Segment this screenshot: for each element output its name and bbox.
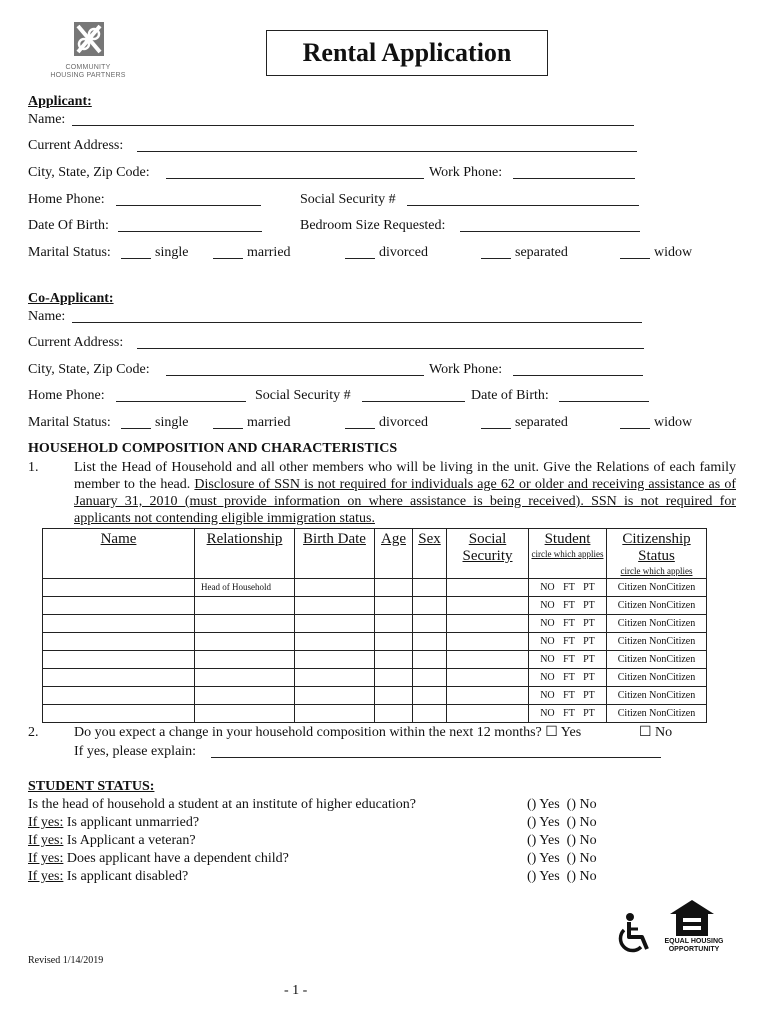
coapplicant-city-field[interactable]	[166, 362, 424, 376]
name-cell[interactable]	[43, 579, 195, 597]
coapplicant-ssn-field[interactable]	[362, 388, 465, 402]
student-cell[interactable]: NO FT PT	[529, 687, 607, 705]
student-cell[interactable]: NO FT PT	[529, 579, 607, 597]
coapplicant-home-phone-field[interactable]	[116, 388, 246, 402]
age-cell[interactable]	[375, 651, 413, 669]
relationship-cell[interactable]	[195, 687, 295, 705]
age-cell[interactable]	[375, 633, 413, 651]
sex-cell[interactable]	[413, 579, 447, 597]
birth-date-cell[interactable]	[295, 669, 375, 687]
age-cell[interactable]	[375, 615, 413, 633]
applicant-work-phone-label: Work Phone:	[429, 165, 503, 180]
col-social-security: Social Security	[447, 529, 529, 579]
table-row	[43, 633, 707, 651]
student-cell[interactable]: NO FT PT	[529, 651, 607, 669]
coapplicant-divorced-blank[interactable]	[345, 415, 375, 429]
coapplicant-address-field[interactable]	[137, 335, 644, 349]
birth-date-cell[interactable]	[295, 651, 375, 669]
coapplicant-widow-label: widow	[654, 415, 693, 430]
applicant-separated-blank[interactable]	[481, 245, 511, 259]
table-row	[43, 597, 707, 615]
age-cell[interactable]	[375, 597, 413, 615]
coapplicant-work-phone-label: Work Phone:	[429, 362, 503, 377]
student-question-text: Is Applicant a veteran?	[63, 833, 196, 848]
item2-explain-field[interactable]	[211, 744, 661, 758]
citizenship-note: circle which applies	[620, 566, 693, 576]
applicant-widow-label: widow	[654, 245, 693, 260]
applicant-marital-label: Marital Status:	[28, 245, 111, 260]
age-cell[interactable]	[375, 579, 413, 597]
student-question-prefix: If yes:	[28, 833, 64, 848]
applicant-work-phone-field[interactable]	[513, 165, 635, 179]
student-question	[28, 851, 289, 867]
equal-housing-text: EQUAL HOUSING OPPORTUNITY	[664, 938, 724, 953]
coapplicant-marital-label: Marital Status:	[28, 415, 111, 430]
table-row	[43, 651, 707, 669]
citizenship-cell[interactable]: Citizen NonCitizen	[607, 705, 707, 723]
sex-cell[interactable]	[413, 651, 447, 669]
student-question-text: Does applicant have a dependent child?	[63, 851, 289, 866]
student-question-text: Is the head of household a student at an institute of higher education?	[28, 797, 417, 812]
applicant-dob-label: Date Of Birth:	[28, 218, 109, 233]
sex-cell[interactable]	[413, 705, 447, 723]
table-row	[43, 669, 707, 687]
relationship-cell[interactable]	[195, 597, 295, 615]
coapplicant-address-label: Current Address:	[28, 335, 124, 350]
student-question-prefix: If yes:	[28, 815, 64, 830]
sex-cell[interactable]	[413, 633, 447, 651]
item2-explain-label: If yes, please explain:	[74, 744, 197, 759]
student-note: circle which applies	[531, 549, 604, 559]
name-cell[interactable]	[43, 669, 195, 687]
col-citizenship	[607, 529, 707, 579]
student-cell[interactable]: NO FT PT	[529, 633, 607, 651]
name-cell[interactable]	[43, 687, 195, 705]
sex-cell[interactable]	[413, 615, 447, 633]
applicant-city-field[interactable]	[166, 165, 424, 179]
sex-cell[interactable]	[413, 687, 447, 705]
col-sex: Sex	[413, 529, 447, 579]
applicant-name-label: Name:	[28, 112, 66, 127]
table-row	[43, 615, 707, 633]
revised-date: Revised 1/14/2019	[28, 955, 104, 966]
citizenship-cell[interactable]: Citizen NonCitizen	[607, 579, 707, 597]
coapplicant-ssn-label: Social Security #	[255, 388, 351, 403]
table-row	[43, 687, 707, 705]
applicant-ssn-label: Social Security #	[300, 192, 396, 207]
ssn-cell[interactable]	[447, 597, 529, 615]
relationship-cell[interactable]	[195, 651, 295, 669]
table-row	[43, 705, 707, 723]
relationship-cell[interactable]	[195, 633, 295, 651]
item1-number: 1.	[28, 460, 39, 475]
ssn-cell[interactable]	[447, 579, 529, 597]
coapplicant-divorced-label: divorced	[379, 415, 428, 430]
logo-text: COMMUNITY HOUSING PARTNERS	[50, 64, 126, 79]
student-question-prefix: If yes:	[28, 851, 64, 866]
household-heading: HOUSEHOLD COMPOSITION AND CHARACTERISTICS	[28, 441, 398, 456]
sex-cell[interactable]	[413, 669, 447, 687]
name-cell[interactable]	[43, 597, 195, 615]
coapplicant-single-blank[interactable]	[121, 415, 151, 429]
citizenship-cell[interactable]: Citizen NonCitizen	[607, 687, 707, 705]
student-question-prefix: If yes:	[28, 869, 64, 884]
ssn-cell[interactable]	[447, 687, 529, 705]
coapplicant-work-phone-field[interactable]	[513, 362, 643, 376]
item2-no-option[interactable]: ☐ No	[639, 725, 673, 740]
relationship-cell[interactable]	[195, 615, 295, 633]
applicant-ssn-field[interactable]	[407, 192, 639, 206]
coapplicant-name-label: Name:	[28, 309, 66, 324]
accessibility-icon	[616, 912, 654, 954]
student-answer-options[interactable]: () Yes () No	[527, 815, 597, 830]
household-table-header	[43, 529, 707, 579]
equal-housing-icon	[664, 898, 720, 938]
applicant-bedroom-field[interactable]	[460, 218, 640, 232]
student-cell[interactable]: NO FT PT	[529, 615, 607, 633]
coapplicant-married-blank[interactable]	[213, 415, 243, 429]
student-status-heading: STUDENT STATUS:	[28, 779, 155, 794]
student-cell[interactable]: NO FT PT	[529, 669, 607, 687]
student-question	[28, 815, 199, 831]
student-answer-options[interactable]: () Yes () No	[527, 851, 597, 866]
col-relationship: Relationship	[195, 529, 295, 579]
coapplicant-separated-blank[interactable]	[481, 415, 511, 429]
item1-paragraph	[74, 459, 736, 527]
ssn-cell[interactable]	[447, 669, 529, 687]
applicant-home-phone-label: Home Phone:	[28, 192, 105, 207]
col-age: Age	[375, 529, 413, 579]
relationship-cell[interactable]: Head of Household	[195, 579, 295, 597]
age-cell[interactable]	[375, 705, 413, 723]
student-question	[28, 797, 416, 813]
student-cell[interactable]: NO FT PT	[529, 705, 607, 723]
age-cell[interactable]	[375, 669, 413, 687]
col-student	[529, 529, 607, 579]
coapplicant-married-label: married	[247, 415, 291, 430]
student-answer-options[interactable]: () Yes () No	[527, 797, 597, 812]
citizenship-cell[interactable]: Citizen NonCitizen	[607, 651, 707, 669]
applicant-separated-label: separated	[515, 245, 568, 260]
coapplicant-name-field[interactable]	[72, 309, 642, 323]
applicant-bedroom-label: Bedroom Size Requested:	[300, 218, 446, 233]
page-title: Rental Application	[266, 30, 548, 76]
applicant-married-blank[interactable]	[213, 245, 243, 259]
student-question	[28, 833, 196, 849]
relationship-cell[interactable]	[195, 669, 295, 687]
coapplicant-single-label: single	[155, 415, 189, 430]
applicant-single-label: single	[155, 245, 189, 260]
citizenship-cell[interactable]: Citizen NonCitizen	[607, 633, 707, 651]
student-answer-options[interactable]: () Yes () No	[527, 869, 597, 884]
item2-number: 2.	[28, 725, 39, 740]
name-cell[interactable]	[43, 615, 195, 633]
applicant-married-label: married	[247, 245, 291, 260]
ssn-cell[interactable]	[447, 705, 529, 723]
student-question-text: Is applicant disabled?	[63, 869, 189, 884]
citizenship-cell[interactable]: Citizen NonCitizen	[607, 597, 707, 615]
col-birth-date: Birth Date	[295, 529, 375, 579]
applicant-address-field[interactable]	[137, 138, 637, 152]
ssn-cell[interactable]	[447, 633, 529, 651]
ssn-cell[interactable]	[447, 615, 529, 633]
item1-text: List the Head of Household and all other members who will be living in the unit. Give the Relations of each family member to the head.	[74, 460, 736, 492]
applicant-address-label: Current Address:	[28, 138, 124, 153]
applicant-widow-blank[interactable]	[620, 245, 650, 259]
item2-question: Do you expect a change in your household composition within the next 12 months? ☐ Yes	[74, 725, 582, 740]
ssn-cell[interactable]	[447, 651, 529, 669]
applicant-heading: Applicant:	[28, 94, 92, 109]
birth-date-cell[interactable]	[295, 597, 375, 615]
sex-cell[interactable]	[413, 597, 447, 615]
coapplicant-dob-label: Date of Birth:	[471, 388, 549, 403]
applicant-divorced-label: divorced	[379, 245, 428, 260]
birth-date-cell[interactable]	[295, 633, 375, 651]
col-name: Name	[43, 529, 195, 579]
birth-date-cell[interactable]	[295, 615, 375, 633]
col-citizenship-label: Citizenship Status	[622, 531, 691, 564]
coapplicant-home-phone-label: Home Phone:	[28, 388, 105, 403]
col-student-label: Student	[544, 531, 591, 547]
applicant-single-blank[interactable]	[121, 245, 151, 259]
table-row	[43, 579, 707, 597]
item1-disclosure: Disclosure of SSN is not required for individuals age 62 or older and receiving assistance as of January 31, 2010 (must provide information on where assistance is being received). SSN is not required for applicants not contending eligible immigration status.	[74, 477, 737, 526]
birth-date-cell[interactable]	[295, 705, 375, 723]
student-question	[28, 869, 188, 885]
student-cell[interactable]: NO FT PT	[529, 597, 607, 615]
relationship-cell[interactable]	[195, 705, 295, 723]
coapplicant-widow-blank[interactable]	[620, 415, 650, 429]
name-cell[interactable]	[43, 705, 195, 723]
citizenship-cell[interactable]: Citizen NonCitizen	[607, 669, 707, 687]
name-cell[interactable]	[43, 633, 195, 651]
applicant-city-label: City, State, Zip Code:	[28, 165, 150, 180]
citizenship-cell[interactable]: Citizen NonCitizen	[607, 615, 707, 633]
coapplicant-separated-label: separated	[515, 415, 568, 430]
birth-date-cell[interactable]	[295, 579, 375, 597]
applicant-name-field[interactable]	[72, 112, 634, 126]
age-cell[interactable]	[375, 687, 413, 705]
applicant-dob-field[interactable]	[118, 218, 262, 232]
name-cell[interactable]	[43, 651, 195, 669]
student-answer-options[interactable]: () Yes () No	[527, 833, 597, 848]
student-question-text: Is applicant unmarried?	[63, 815, 200, 830]
household-table	[42, 528, 707, 723]
applicant-home-phone-field[interactable]	[116, 192, 261, 206]
birth-date-cell[interactable]	[295, 687, 375, 705]
applicant-divorced-blank[interactable]	[345, 245, 375, 259]
page-number: - 1 -	[284, 983, 308, 998]
coapplicant-city-label: City, State, Zip Code:	[28, 362, 150, 377]
coapplicant-heading: Co-Applicant:	[28, 291, 114, 306]
coapplicant-dob-field[interactable]	[559, 388, 649, 402]
